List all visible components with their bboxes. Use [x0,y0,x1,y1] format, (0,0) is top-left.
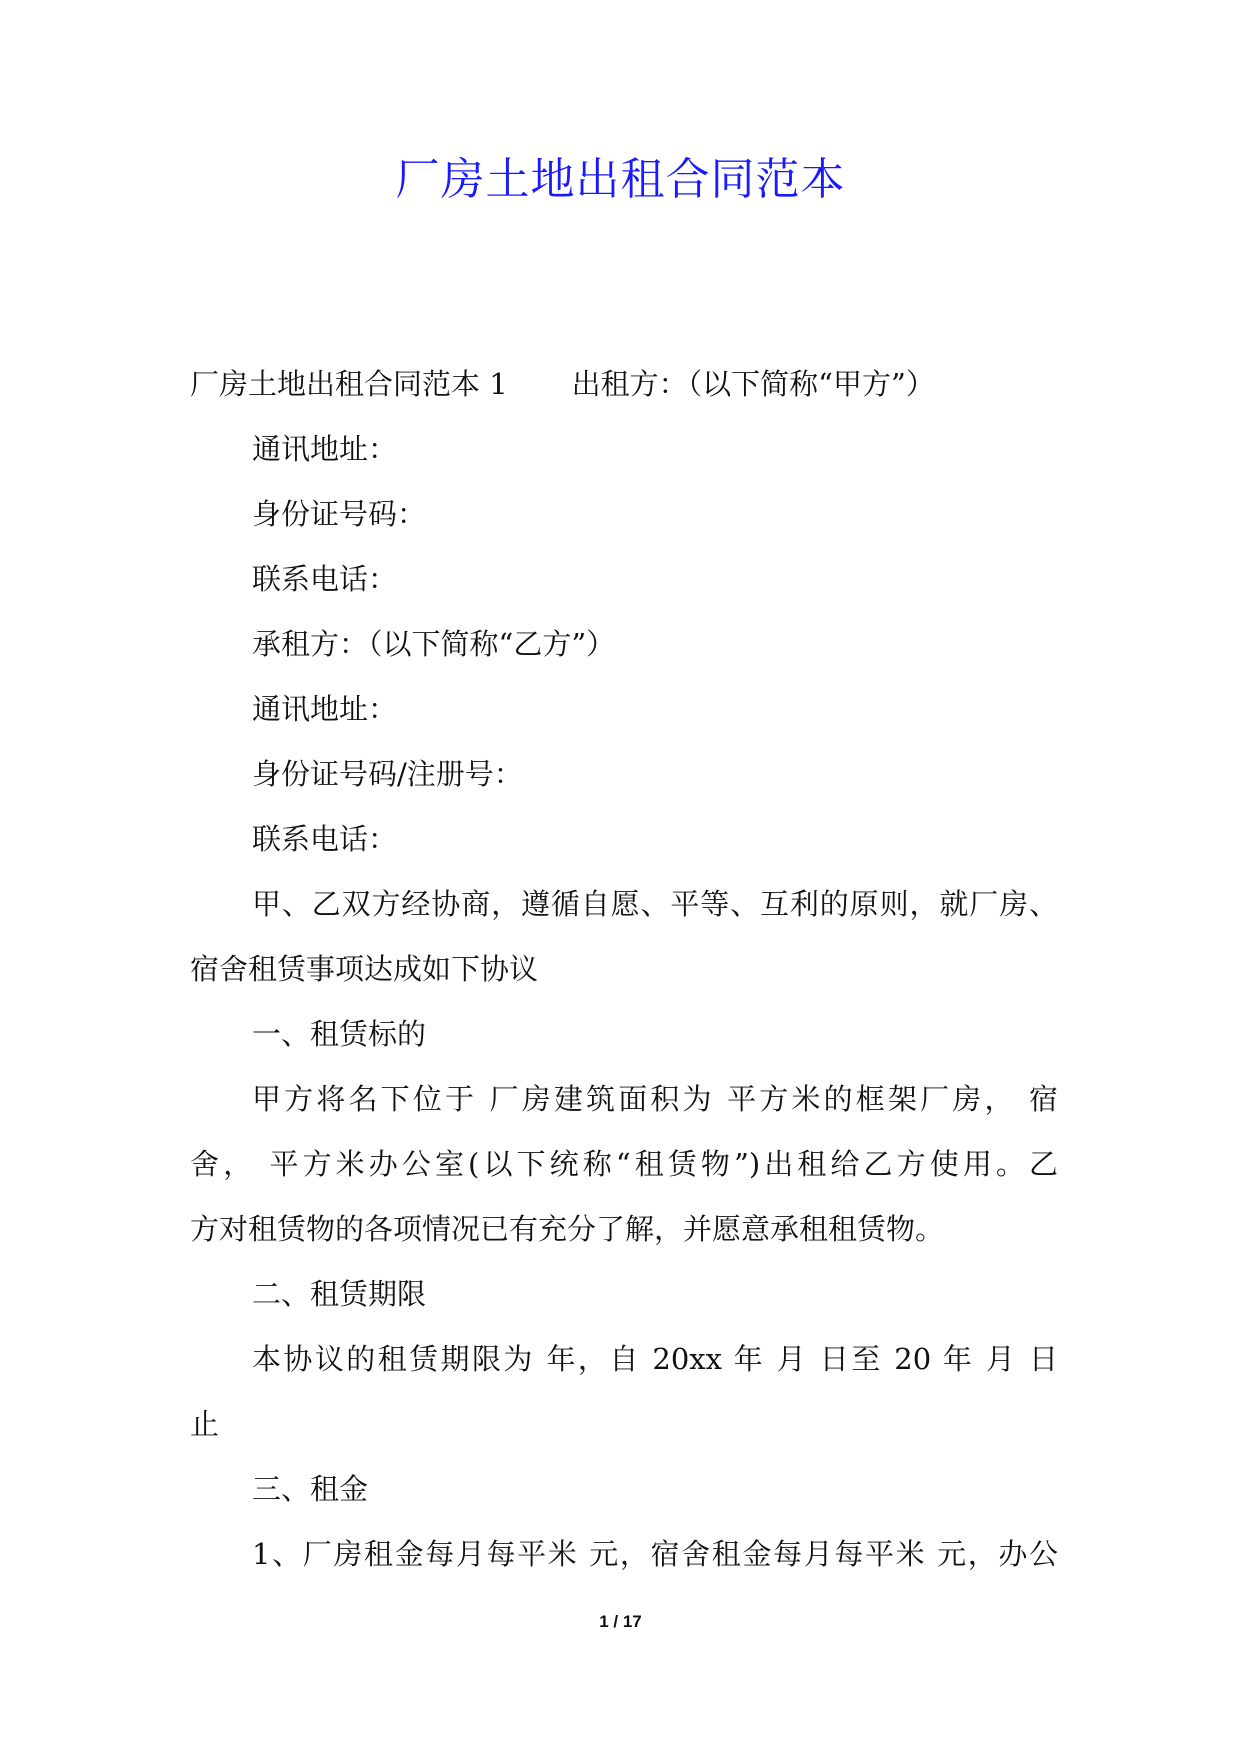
paragraph-line: 舍， 平方米办公室(以下统称“租赁物”)出租给乙方使用。乙 [190,1147,1058,1181]
paragraph-line: 本协议的租赁期限为 年，自 20xx 年 月 日至 20 年 月 日 [252,1342,1058,1376]
section-heading: 厂房土地出租合同范本 1 [190,367,508,401]
paragraph-line: 通讯地址： [252,692,398,726]
paragraph-line: 三、租金 [252,1472,369,1506]
paragraph-line: 承租方：（以下简称“乙方”） [252,627,616,661]
page-number: 1 / 17 [599,1612,642,1631]
paragraph-line: 一、租赁标的 [252,1017,427,1051]
paragraph-line: 身份证号码/注册号： [252,757,523,791]
paragraph-line: 宿舍租赁事项达成如下协议 [190,952,539,986]
paragraph-line: 甲方将名下位于 厂房建筑面积为 平方米的框架厂房， 宿 [252,1082,1058,1116]
document-body [190,352,1058,1587]
lessor-label: 出租方：（以下简称“甲方”） [571,367,935,401]
paragraph-line: 甲、乙双方经协商，遵循自愿、平等、互利的原则，就厂房、 [252,887,1058,921]
paragraph-line: 止 [190,1407,220,1441]
paragraph-line [190,352,1058,417]
paragraph-line: 身份证号码： [252,497,427,531]
paragraph-line: 联系电话： [252,562,398,596]
paragraph-line: 通讯地址： [252,432,398,466]
paragraph-line: 1、厂房租金每月每平米 元，宿舍租金每月每平米 元，办公 [252,1537,1058,1571]
document-title: 厂房土地出租合同范本 [395,154,846,205]
paragraph-line: 联系电话： [252,822,398,856]
paragraph-line: 方对租赁物的各项情况已有充分了解，并愿意承租租赁物。 [190,1212,945,1246]
paragraph-line: 二、租赁期限 [252,1277,427,1311]
